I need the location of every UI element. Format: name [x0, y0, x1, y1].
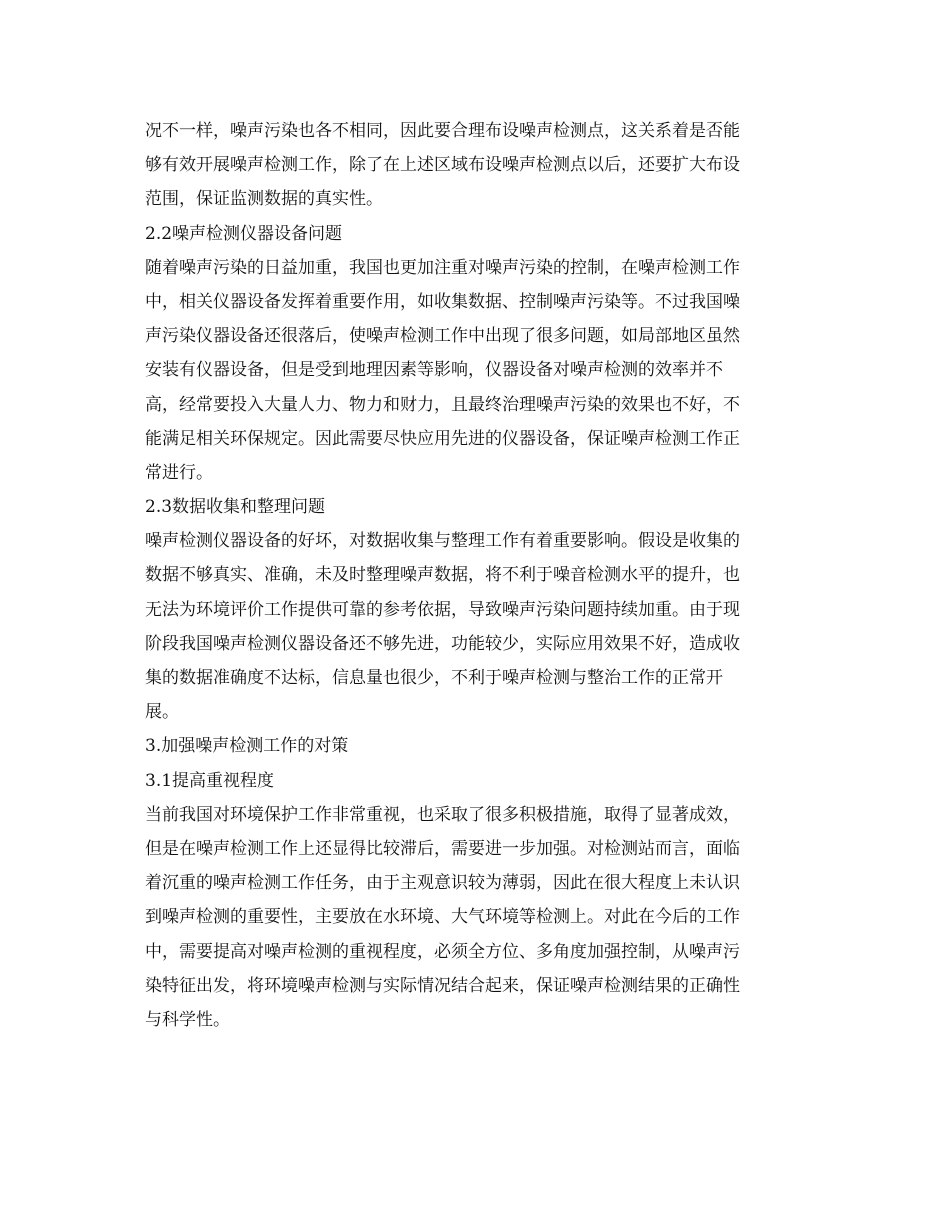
- body-text-line: 着沉重的噪声检测工作任务，由于主观意识较为薄弱，因此在很大程度上未认识: [145, 873, 740, 894]
- body-text-line: 数据不够真实、准确，未及时整理噪声数据，将不利于噪音检测水平的提升，也: [145, 565, 740, 586]
- body-text-line: 到噪声检测的重要性，主要放在水环境、大气环境等检测上。对此在今后的工作: [145, 907, 740, 928]
- body-text-line: 况不一样，噪声污染也各不相同，因此要合理布设噪声检测点，这关系着是否能: [145, 121, 740, 141]
- body-text-line: 染特征出发，将环境噪声检测与实际情况结合起来，保证噪声检测结果的正确性: [145, 975, 740, 996]
- body-text-line: 噪声检测仪器设备的好坏，对数据收集与整理工作有着重要影响。假设是收集的: [145, 531, 740, 552]
- body-text-line: 但是在噪声检测工作上还显得比较滞后，需要进一步加强。对检测站而言，面临: [145, 838, 740, 859]
- body-text-line: 安装有仪器设备，但是受到地理因素等影响，仪器设备对噪声检测的效率并不: [145, 360, 723, 381]
- section-heading-3: 3.加强噪声检测工作的对策: [145, 736, 349, 757]
- body-text-line: 与科学性。: [145, 1009, 230, 1030]
- body-text-line: 够有效开展噪声检测工作，除了在上述区域布设噪声检测点以后，还要扩大布设: [145, 155, 740, 176]
- document-body: [145, 114, 805, 1037]
- section-heading-2-2: 2.2噪声检测仪器设备问题: [145, 223, 343, 244]
- body-text-line: 高，经常要投入大量人力、物力和财力，且最终治理噪声污染的效果也不好，不: [145, 394, 740, 415]
- body-text-line: 常进行。: [145, 462, 213, 483]
- section-heading-3-1: 3.1提高重视程度: [145, 770, 275, 791]
- body-text-line: 展。: [145, 702, 179, 723]
- body-text-line: 中，需要提高对噪声检测的重视程度，必须全方位、多角度加强控制，从噪声污: [145, 941, 740, 962]
- section-heading-2-3: 2.3数据收集和整理问题: [145, 497, 326, 518]
- body-text-line: 声污染仪器设备还很落后，使噪声检测工作中出现了很多问题，如局部地区虽然: [145, 326, 740, 347]
- body-text-line: 无法为环境评价工作提供可靠的参考依据，导致噪声污染问题持续加重。由于现: [145, 599, 740, 620]
- body-text-line: 范围，保证监测数据的真实性。: [145, 189, 383, 210]
- body-text-line: 能满足相关环保规定。因此需要尽快应用先进的仪器设备，保证噪声检测工作正: [145, 428, 740, 449]
- body-text-line: 当前我国对环境保护工作非常重视，也采取了很多积极措施，取得了显著成效，: [145, 804, 740, 825]
- body-text-line: 阶段我国噪声检测仪器设备还不够先进，功能较少，实际应用效果不好，造成收: [145, 633, 740, 654]
- body-text-line: 中，相关仪器设备发挥着重要作用，如收集数据、控制噪声污染等。不过我国噪: [145, 291, 740, 312]
- body-text-line: 集的数据准确度不达标，信息量也很少，不利于噪声检测与整治工作的正常开: [145, 668, 723, 688]
- body-text-line: 随着噪声污染的日益加重，我国也更加注重对噪声污染的控制，在噪声检测工作: [145, 257, 740, 278]
